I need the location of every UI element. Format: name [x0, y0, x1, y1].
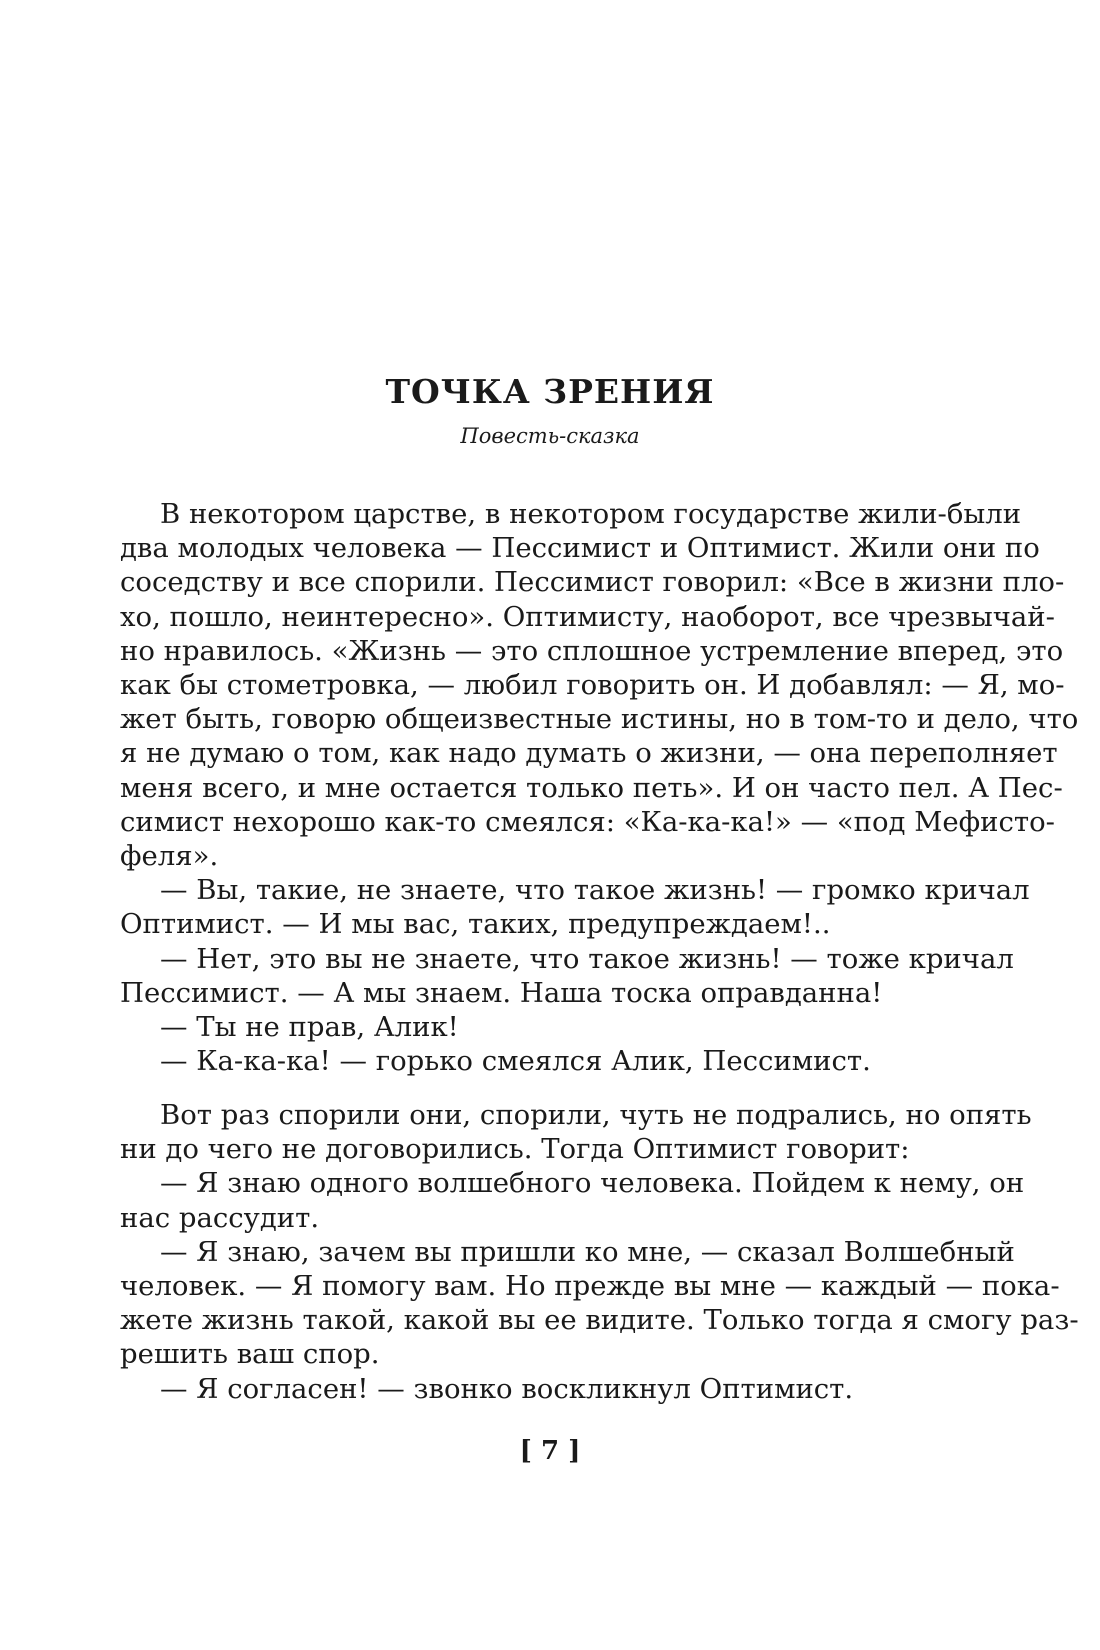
text-line: В некотором царстве, в некотором государстве жили-были: [160, 498, 1022, 530]
text-line: решить ваш спор.: [120, 1338, 380, 1371]
text-line: — Ты не прав, Алик!: [160, 1011, 459, 1044]
chapter-subtitle: Повесть-сказка: [460, 424, 640, 448]
text-block-1: [120, 497, 1079, 1078]
text-line: как бы стометровка, — любил говорить он. И добавлял: — Я, мо-: [120, 669, 1065, 702]
text-line: Вот раз спорили они, спорили, чуть не подрались, но опять: [160, 1099, 1032, 1131]
text-line: человек. — Я помогу вам. Но прежде вы мне — каждый — пока-: [120, 1270, 1060, 1303]
text-line: — Ка-ка-ка! — горько смеялся Алик, Пессимист.: [160, 1045, 871, 1078]
text-line: нас рассудит.: [120, 1201, 320, 1234]
text-line: — Я согласен! — звонко воскликнул Оптимист.: [160, 1372, 854, 1405]
text-line: меня всего, и мне остается только петь». И он часто пел. А Пес-: [120, 771, 1063, 804]
text-block-2: [120, 1098, 1079, 1406]
text-line: Оптимист. — И мы вас, таких, предупреждаем!..: [120, 908, 831, 941]
page-number: [ 7 ]: [519, 1436, 581, 1466]
text-line: ни до чего не договорились. Тогда Оптимист говорит:: [120, 1133, 910, 1166]
text-line: жет быть, говорю общеизвестные истины, но в том-то и дело, что: [120, 703, 1079, 736]
text-line: Пессимист. — А мы знаем. Наша тоска оправданна!: [120, 976, 883, 1009]
text-line: хо, пошло, неинтересно». Оптимисту, наоборот, все чрезвычай-: [120, 600, 1055, 633]
text-line: симист нехорошо как-то смеялся: «Ка-ка-ка!» — «под Мефисто-: [120, 805, 1055, 838]
text-line: — Я знаю, зачем вы пришли ко мне, — сказал Волшебный: [160, 1235, 1015, 1268]
text-line: соседству и все спорили. Пессимист говорил: «Все в жизни пло-: [120, 566, 1065, 599]
text-line: — Я знаю одного волшебного человека. Пойдем к нему, он: [160, 1167, 1025, 1200]
chapter-title: ТОЧКА ЗРЕНИЯ: [385, 372, 715, 411]
text-line: но нравилось. «Жизнь — это сплошное устремление вперед, это: [120, 634, 1064, 667]
text-line: два молодых человека — Пессимист и Оптимист. Жили они по: [120, 532, 1040, 565]
text-line: жете жизнь такой, какой вы ее видите. Только тогда я смогу раз-: [120, 1304, 1079, 1337]
text-line: — Вы, такие, не знаете, что такое жизнь! — громко кричал: [160, 874, 1030, 907]
text-line: я не думаю о том, как надо думать о жизни, — она переполняет: [120, 737, 1058, 770]
text-line: — Нет, это вы не знаете, что такое жизнь! — тоже кричал: [160, 942, 1014, 975]
text-line: феля».: [120, 840, 219, 873]
